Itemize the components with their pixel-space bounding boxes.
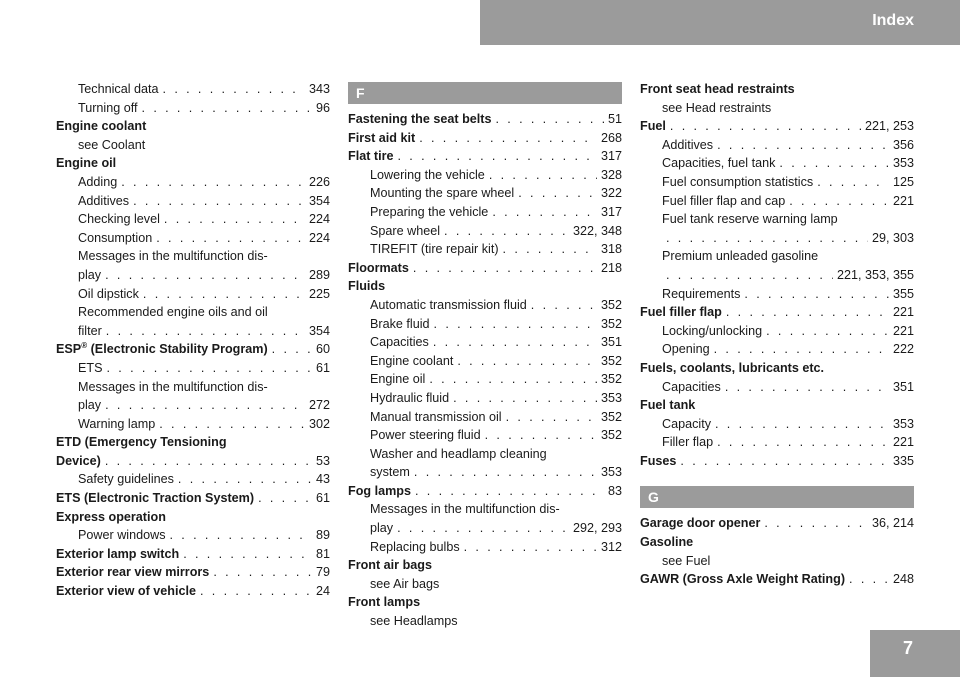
- page-reference: 79: [315, 565, 330, 580]
- page-reference: 354: [308, 193, 330, 208]
- leader-dots: [105, 454, 312, 468]
- section-gap: [640, 472, 914, 486]
- index-subentry: [640, 287, 914, 306]
- leader-dots: [489, 168, 597, 182]
- leader-dots: [817, 175, 889, 189]
- index-subentry: [640, 435, 914, 454]
- leader-dots: [272, 342, 312, 356]
- index-subentry-text: [348, 502, 622, 521]
- page-reference: 312: [600, 539, 622, 554]
- index-subentry-label: Locking/unlocking: [662, 323, 763, 338]
- leader-dots: [779, 156, 889, 170]
- index-subentry: [348, 186, 622, 205]
- leader-dots: [464, 540, 597, 554]
- index-subentry: [348, 205, 622, 224]
- page-reference: 61: [315, 491, 330, 506]
- page-reference: 221: [892, 323, 914, 338]
- page-reference: 289: [308, 267, 330, 282]
- index-entry: [56, 584, 330, 603]
- index-subentry-label: Automatic transmission fluid: [370, 297, 527, 312]
- page-reference: 225: [308, 286, 330, 301]
- index-subentry-label: Opening: [662, 342, 710, 357]
- index-subentry-label: Preparing the vehicle: [370, 204, 489, 219]
- index-entry: [348, 484, 622, 503]
- index-subentry-text: [348, 577, 622, 596]
- index-entry: [348, 261, 622, 280]
- page-reference: 272: [308, 398, 330, 413]
- index-subentry-label: see Air bags: [370, 576, 440, 591]
- leader-dots: [258, 491, 312, 505]
- index-subentry-label: filter: [78, 323, 102, 338]
- leader-dots: [397, 521, 569, 535]
- index-subentry-label: Safety guidelines: [78, 472, 174, 487]
- leader-dots: [164, 212, 305, 226]
- leader-dots: [178, 472, 312, 486]
- index-subentry-text: [56, 138, 330, 157]
- page-reference: 352: [600, 409, 622, 424]
- index-subentry: [348, 242, 622, 261]
- index-entry-label: Fuel: [640, 119, 666, 134]
- index-subentry: [56, 175, 330, 194]
- index-subentry-label: Mounting the spare wheel: [370, 186, 515, 201]
- page-reference: 89: [315, 528, 330, 543]
- index-subentry-label: Premium unleaded gasoline: [662, 249, 819, 264]
- index-subentry-label: TIREFIT (tire repair kit): [370, 242, 499, 257]
- index-entry-label: Exterior lamp switch: [56, 546, 180, 561]
- index-subentry-text: [56, 305, 330, 324]
- index-entry-label: Fuses: [640, 453, 677, 468]
- page-reference: 335: [892, 453, 914, 468]
- index-heading: [640, 82, 914, 101]
- leader-dots: [726, 305, 889, 319]
- index-subentry: [348, 317, 622, 336]
- index-subentry-label: Capacities: [662, 379, 721, 394]
- page-reference: 352: [600, 372, 622, 387]
- page-reference: 221: [892, 193, 914, 208]
- leader-dots: [518, 186, 597, 200]
- page-reference: 221, 353, 355: [836, 267, 914, 282]
- page-reference: 353: [892, 416, 914, 431]
- leader-dots: [453, 391, 597, 405]
- index-column-3: [640, 82, 914, 591]
- index-subentry-text: [640, 249, 914, 268]
- index-subentry-text: [56, 249, 330, 268]
- index-subentry: [348, 298, 622, 317]
- index-subentry: [348, 428, 622, 447]
- leader-dots: [414, 465, 597, 479]
- index-subentry-label: Engine oil: [370, 372, 426, 387]
- page-reference: 353: [600, 465, 622, 480]
- index-entry-label: First aid kit: [348, 130, 416, 145]
- page-reference: 354: [308, 323, 330, 338]
- index-entry: [56, 565, 330, 584]
- page-reference: 224: [308, 212, 330, 227]
- index-subentry: [56, 101, 330, 120]
- index-subentry-label: Spare wheel: [370, 223, 441, 238]
- leader-dots: [170, 528, 312, 542]
- index-heading: [348, 279, 622, 298]
- index-subentry: [640, 268, 914, 287]
- leader-dots: [156, 231, 305, 245]
- page-reference: 317: [600, 204, 622, 219]
- index-entry-label: Fastening the seat belts: [348, 112, 492, 126]
- index-subentry-label: Checking level: [78, 212, 160, 227]
- index-heading-label: Fuels, coolants, lubricants etc.: [640, 360, 825, 375]
- index-heading: [348, 595, 622, 614]
- index-heading: [56, 156, 330, 175]
- page-reference: 352: [600, 353, 622, 368]
- page-reference: 292, 293: [572, 521, 622, 536]
- index-subentry: [56, 268, 330, 287]
- index-entry: [640, 516, 914, 535]
- index-entry-label: Exterior rear view mirrors: [56, 565, 210, 580]
- index-heading: [56, 510, 330, 529]
- page-number-box: [870, 630, 960, 677]
- index-subentry: [348, 224, 622, 243]
- leader-dots: [717, 435, 889, 449]
- index-subentry-label: Oil dipstick: [78, 286, 139, 301]
- index-subentry-label: Fuel tank reserve warning lamp: [662, 212, 838, 227]
- leader-dots: [434, 317, 597, 331]
- leader-dots: [183, 547, 312, 561]
- index-subentry-text: [640, 554, 914, 573]
- index-subentry-label: see Headlamps: [370, 614, 458, 629]
- index-entry-label: Garage door opener: [640, 516, 761, 531]
- page-reference: 352: [600, 316, 622, 331]
- index-subentry: [56, 212, 330, 231]
- index-heading-label: Front seat head restraints: [640, 82, 795, 96]
- leader-dots: [666, 231, 868, 245]
- index-heading-label: ETD (Emergency Tensioning: [56, 435, 227, 450]
- index-entry-label: Flat tire: [348, 149, 394, 164]
- index-subentry-label: Recommended engine oils and oil: [78, 305, 268, 320]
- index-entry: [56, 454, 330, 473]
- index-subentry-label: Requirements: [662, 286, 741, 301]
- index-heading-label: Engine oil: [56, 156, 117, 171]
- index-subentry-label: Capacity: [662, 416, 711, 431]
- page-reference: 268: [600, 130, 622, 145]
- index-entry: [348, 112, 622, 131]
- index-subentry: [348, 372, 622, 391]
- index-entry: [640, 572, 914, 591]
- index-subentry: [56, 82, 330, 101]
- index-subentry: [348, 410, 622, 429]
- index-subentry-label: Adding: [78, 174, 118, 189]
- index-subentry-label: see Coolant: [78, 137, 146, 152]
- leader-dots: [105, 268, 305, 282]
- page-reference: 53: [315, 453, 330, 468]
- page-reference: 322, 348: [572, 223, 622, 238]
- leader-dots: [142, 101, 312, 115]
- index-entry-label: Fog lamps: [348, 483, 411, 498]
- index-subentry-text: [348, 614, 622, 633]
- index-subentry: [640, 175, 914, 194]
- leader-dots: [764, 516, 868, 530]
- index-heading: [640, 398, 914, 417]
- index-subentry-text: [640, 212, 914, 231]
- page-reference: 221, 253: [864, 119, 914, 134]
- leader-dots: [849, 572, 889, 586]
- page-reference: 36, 214: [871, 516, 914, 531]
- leader-dots: [398, 149, 597, 163]
- page-reference: 353: [892, 156, 914, 171]
- leader-dots: [419, 131, 597, 145]
- page-reference: 248: [892, 572, 914, 587]
- index-subentry-label: Capacities: [370, 335, 429, 350]
- leader-dots: [666, 268, 833, 282]
- index-subentry-text: [56, 380, 330, 399]
- leader-dots: [444, 224, 569, 238]
- index-subentry: [56, 528, 330, 547]
- page-reference: 356: [892, 137, 914, 152]
- leader-dots: [495, 112, 604, 126]
- leader-dots: [213, 565, 312, 579]
- index-heading: [56, 435, 330, 454]
- index-subentry-label: Power steering fluid: [370, 428, 481, 443]
- page-reference: 125: [892, 174, 914, 189]
- index-subentry: [348, 354, 622, 373]
- index-entry: [56, 547, 330, 566]
- leader-dots: [433, 335, 597, 349]
- page-reference: 317: [600, 149, 622, 164]
- page-reference: 83: [607, 483, 622, 498]
- index-subentry: [56, 194, 330, 213]
- index-heading-label: Front lamps: [348, 595, 421, 610]
- index-entry-label: Exterior view of vehicle: [56, 584, 196, 599]
- section-letter-header: G: [640, 486, 914, 508]
- leader-dots: [503, 242, 597, 256]
- index-subentry: [348, 391, 622, 410]
- page-reference: 352: [600, 297, 622, 312]
- index-subentry-label: play: [78, 398, 102, 413]
- leader-dots: [670, 119, 861, 133]
- index-subentry-label: Technical data: [78, 82, 159, 96]
- page-reference: 353: [600, 390, 622, 405]
- index-subentry-label: Hydraulic fluid: [370, 390, 450, 405]
- index-subentry: [640, 342, 914, 361]
- index-subentry-label: Warning lamp: [78, 416, 156, 431]
- index-entry: [56, 342, 330, 361]
- page-reference: 224: [308, 230, 330, 245]
- index-entry-label: Fuel filler flap: [640, 305, 722, 320]
- index-entry-label: ETS (Electronic Traction System): [56, 491, 255, 506]
- index-heading: [348, 558, 622, 577]
- index-subentry: [348, 540, 622, 559]
- leader-dots: [163, 82, 305, 96]
- index-subentry-label: Replacing bulbs: [370, 539, 460, 554]
- index-subentry-label: Brake fluid: [370, 316, 430, 331]
- leader-dots: [133, 194, 305, 208]
- index-subentry-label: play: [370, 521, 394, 536]
- index-subentry: [348, 335, 622, 354]
- index-heading: [640, 361, 914, 380]
- index-entry: [56, 491, 330, 510]
- page-reference: 221: [892, 305, 914, 320]
- leader-dots: [531, 298, 597, 312]
- index-subentry: [348, 168, 622, 187]
- page-reference: 302: [308, 416, 330, 431]
- index-entry-label: Device): [56, 453, 101, 468]
- index-entry: [640, 119, 914, 138]
- index-subentry: [56, 398, 330, 417]
- index-entry-label: GAWR (Gross Axle Weight Rating): [640, 572, 846, 587]
- page-reference: 351: [892, 379, 914, 394]
- index-subentry: [56, 324, 330, 343]
- header-tab: [480, 0, 960, 45]
- index-subentry-label: Engine coolant: [370, 353, 454, 368]
- leader-dots: [506, 410, 597, 424]
- page-reference: 226: [308, 174, 330, 189]
- index-heading-label: Front air bags: [348, 558, 432, 573]
- page-reference: 352: [600, 428, 622, 443]
- index-subentry-text: [348, 447, 622, 466]
- index-subentry: [348, 521, 622, 540]
- section-letter-header: F: [348, 82, 622, 104]
- leader-dots: [143, 287, 305, 301]
- page-reference: 318: [600, 242, 622, 257]
- index-heading-label: Fuel tank: [640, 398, 696, 413]
- index-subentry-label: Washer and headlamp cleaning: [370, 446, 547, 461]
- index-subentry-label: Messages in the multifunction dis-: [78, 379, 268, 394]
- index-subentry-label: ETS: [78, 360, 103, 375]
- index-subentry-label: system: [370, 465, 410, 480]
- index-heading-label: Gasoline: [640, 535, 694, 550]
- index-subentry: [640, 417, 914, 436]
- index-column-1: [56, 82, 330, 603]
- index-entry-label: Floormats: [348, 260, 409, 275]
- leader-dots: [717, 138, 889, 152]
- index-subentry-label: Messages in the multifunction dis-: [370, 502, 560, 517]
- index-subentry: [640, 231, 914, 250]
- index-heading-label: Fluids: [348, 279, 386, 294]
- index-subentry-label: Turning off: [78, 100, 138, 115]
- page-reference: 218: [600, 260, 622, 275]
- index-subentry: [56, 287, 330, 306]
- index-heading: [56, 119, 330, 138]
- index-subentry: [640, 324, 914, 343]
- leader-dots: [107, 361, 312, 375]
- page-reference: 60: [315, 342, 330, 357]
- page-reference: 343: [308, 82, 330, 96]
- leader-dots: [105, 398, 305, 412]
- page-reference: 328: [600, 167, 622, 182]
- index-subentry-label: Lowering the vehicle: [370, 167, 485, 182]
- leader-dots: [106, 324, 305, 338]
- index-heading-label: Engine coolant: [56, 119, 147, 134]
- page-number: 7: [902, 638, 913, 658]
- index-subentry-label: Manual transmission oil: [370, 409, 502, 424]
- leader-dots: [725, 380, 889, 394]
- leader-dots: [200, 584, 312, 598]
- leader-dots: [789, 194, 889, 208]
- index-subentry: [56, 417, 330, 436]
- page-reference: 29, 303: [871, 230, 914, 245]
- index-subentry-label: Fuel filler flap and cap: [662, 193, 786, 208]
- index-subentry-label: Capacities, fuel tank: [662, 156, 776, 171]
- index-subentry: [56, 361, 330, 380]
- index-heading: [640, 535, 914, 554]
- index-subentry: [640, 194, 914, 213]
- leader-dots: [714, 342, 889, 356]
- leader-dots: [121, 175, 305, 189]
- index-subentry: [56, 231, 330, 250]
- index-heading-label: Express operation: [56, 509, 166, 524]
- index-entry-label: ESP® (Electronic Stability Program): [56, 341, 268, 357]
- index-entry: [348, 131, 622, 150]
- page-title: Index: [872, 12, 914, 29]
- index-subentry-label: see Head restraints: [662, 100, 772, 115]
- index-subentry-label: Power windows: [78, 528, 166, 543]
- index-subentry-label: play: [78, 267, 102, 282]
- page-reference: 61: [315, 360, 330, 375]
- index-subentry: [348, 465, 622, 484]
- index-subentry-label: Fuel consumption statistics: [662, 174, 814, 189]
- leader-dots: [429, 372, 597, 386]
- index-subentry: [640, 156, 914, 175]
- page-reference: 355: [892, 286, 914, 301]
- index-subentry: [56, 472, 330, 491]
- leader-dots: [415, 484, 604, 498]
- leader-dots: [715, 417, 889, 431]
- leader-dots: [744, 287, 889, 301]
- page-reference: 222: [892, 342, 914, 357]
- index-subentry-label: Filler flap: [662, 435, 714, 450]
- leader-dots: [766, 324, 889, 338]
- index-subentry-text: [640, 101, 914, 120]
- page-reference: 51: [607, 112, 622, 126]
- page-reference: 322: [600, 186, 622, 201]
- index-subentry-label: see Fuel: [662, 553, 711, 568]
- page-reference: 221: [892, 435, 914, 450]
- index-subentry: [640, 380, 914, 399]
- index-subentry-label: Consumption: [78, 230, 153, 245]
- index-subentry-label: Additives: [78, 193, 130, 208]
- index-entry: [640, 454, 914, 473]
- leader-dots: [413, 261, 597, 275]
- page-reference: 351: [600, 335, 622, 350]
- leader-dots: [492, 205, 597, 219]
- index-subentry-label: Messages in the multifunction dis-: [78, 249, 268, 264]
- leader-dots: [680, 454, 889, 468]
- page-reference: 43: [315, 472, 330, 487]
- leader-dots: [485, 428, 597, 442]
- page-reference: 81: [315, 546, 330, 561]
- index-subentry-label: Additives: [662, 137, 714, 152]
- leader-dots: [457, 354, 597, 368]
- index-subentry: [640, 138, 914, 157]
- page-reference: 24: [315, 584, 330, 599]
- leader-dots: [159, 417, 305, 431]
- index-column-2: [348, 82, 622, 633]
- index-entry: [348, 149, 622, 168]
- page-reference: 96: [315, 100, 330, 115]
- index-entry: [640, 305, 914, 324]
